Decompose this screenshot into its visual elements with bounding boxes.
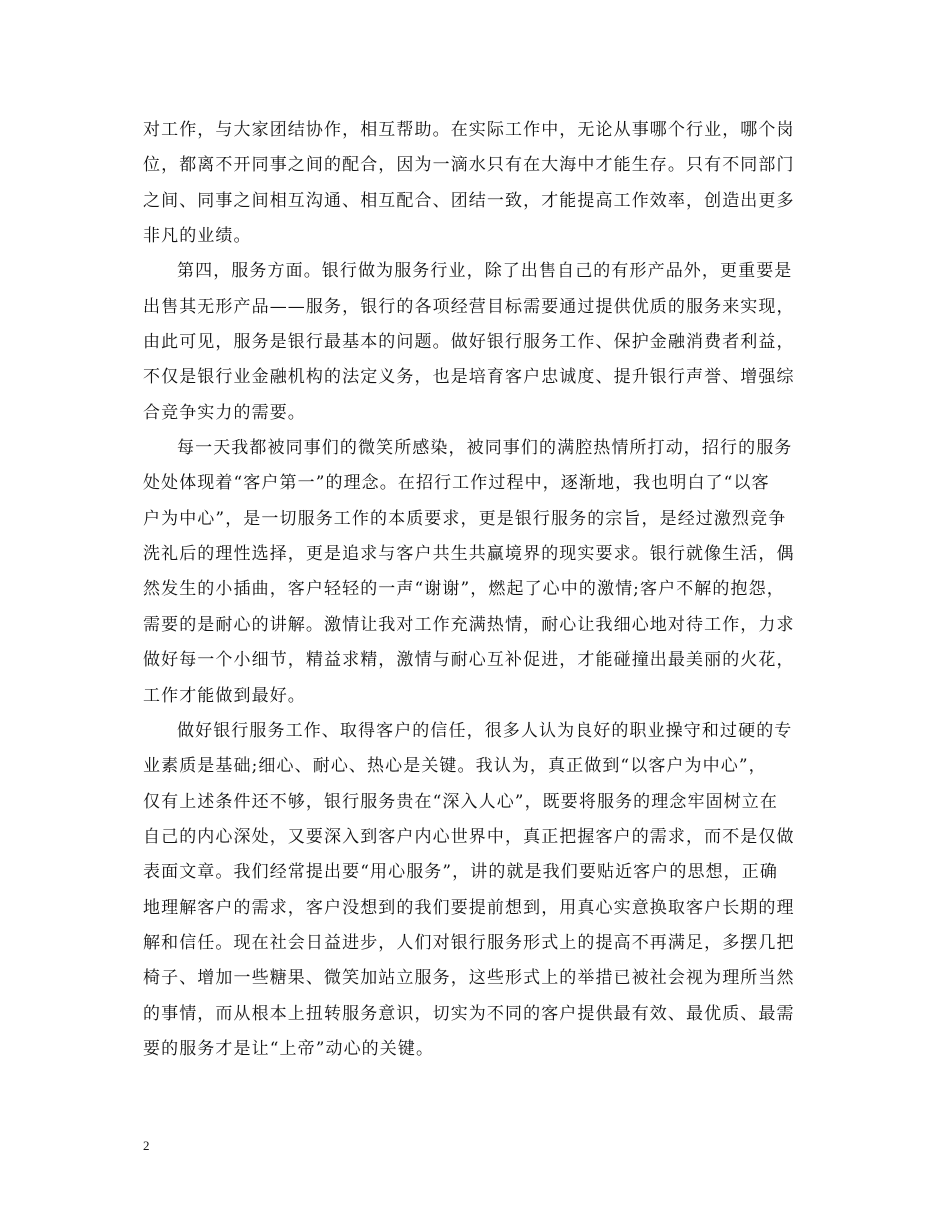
text-line: 不仅是银行业金融机构的法定义务，也是培育客户忠诚度、提升银行声誉、增强综 <box>143 367 795 388</box>
text-line: 仅有上述条件还不够，银行服务贵在“深入人心”，既要将服务的理念牢固树立在 <box>143 791 778 812</box>
body-text <box>143 113 823 1067</box>
text-line: 位，都离不开同事之间的配合，因为一滴水只有在大海中才能生存。只有不同部门 <box>143 155 795 176</box>
paragraph-first-line: 每一天我都被同事们的微笑所感染，被同事们的满腔热情所打动，招行的服务 <box>177 438 793 459</box>
text-line: 出售其无形产品——服务，银行的各项经营目标需要通过提供优质的服务来实现， <box>143 296 795 317</box>
text-line: 洗礼后的理性选择，更是追求与客户共生共赢境界的现实要求。银行就像生活，偶 <box>143 544 795 565</box>
text-line: 要的服务才是让“上帝”动心的关键。 <box>143 1038 435 1059</box>
text-line: 户为中心”，是一切服务工作的本质要求，更是银行服务的宗旨，是经过激烈竞争 <box>143 508 787 529</box>
text-line: 自己的内心深处，又要深入到客户内心世界中，真正把握客户的需求，而不是仅做 <box>143 826 795 847</box>
text-line: 合竞争实力的需要。 <box>143 402 306 423</box>
text-line: 处处体现着“客户第一”的理念。在招行工作过程中，逐渐地，我也明白了“以客 <box>143 473 770 494</box>
text-line: 然发生的小插曲，客户轻轻的一声“谢谢”，燃起了心中的激情;客户不解的抱怨， <box>143 579 785 600</box>
text-line: 解和信任。现在社会日益进步，人们对银行服务形式上的提高不再满足，多摆几把 <box>143 932 795 953</box>
paragraph-first-line: 做好银行服务工作、取得客户的信任，很多人认为良好的职业操守和过硬的专 <box>177 720 793 741</box>
text-line: 表面文章。我们经常提出要“用心服务”，讲的就是我们要贴近客户的思想，正确 <box>143 862 778 883</box>
text-line: 由此可见，服务是银行最基本的问题。做好银行服务工作、保护金融消费者利益， <box>143 332 795 353</box>
text-line: 椅子、增加一些糖果、微笑加站立服务，这些形式上的举措已被社会视为理所当然 <box>143 968 795 989</box>
paragraph-first-line: 第四，服务方面。银行做为服务行业，除了出售自己的有形产品外，更重要是 <box>177 261 793 282</box>
text-line: 之间、同事之间相互沟通、相互配合、团结一致，才能提高工作效率，创造出更多 <box>143 190 795 211</box>
text-line: 地理解客户的需求，客户没想到的我们要提前想到，用真心实意换取客户长期的理 <box>143 897 795 918</box>
text-line: 的事情，而从根本上扭转服务意识，切实为不同的客户提供最有效、最优质、最需 <box>143 1003 795 1024</box>
page-number: 2 <box>143 1138 150 1153</box>
text-line: 工作才能做到最好。 <box>143 685 306 706</box>
text-line: 非凡的业绩。 <box>143 226 252 247</box>
text-line: 需要的是耐心的讲解。激情让我对工作充满热情，耐心让我细心地对待工作，力求 <box>143 614 795 635</box>
text-line: 对工作，与大家团结协作，相互帮助。在实际工作中，无论从事哪个行业，哪个岗 <box>143 120 795 140</box>
text-line: 做好每一个小细节，精益求精，激情与耐心互补促进，才能碰撞出最美丽的火花， <box>143 650 795 671</box>
text-line: 业素质是基础;细心、耐心、热心是关键。我认为，真正做到“以客户为中心”， <box>143 756 767 777</box>
